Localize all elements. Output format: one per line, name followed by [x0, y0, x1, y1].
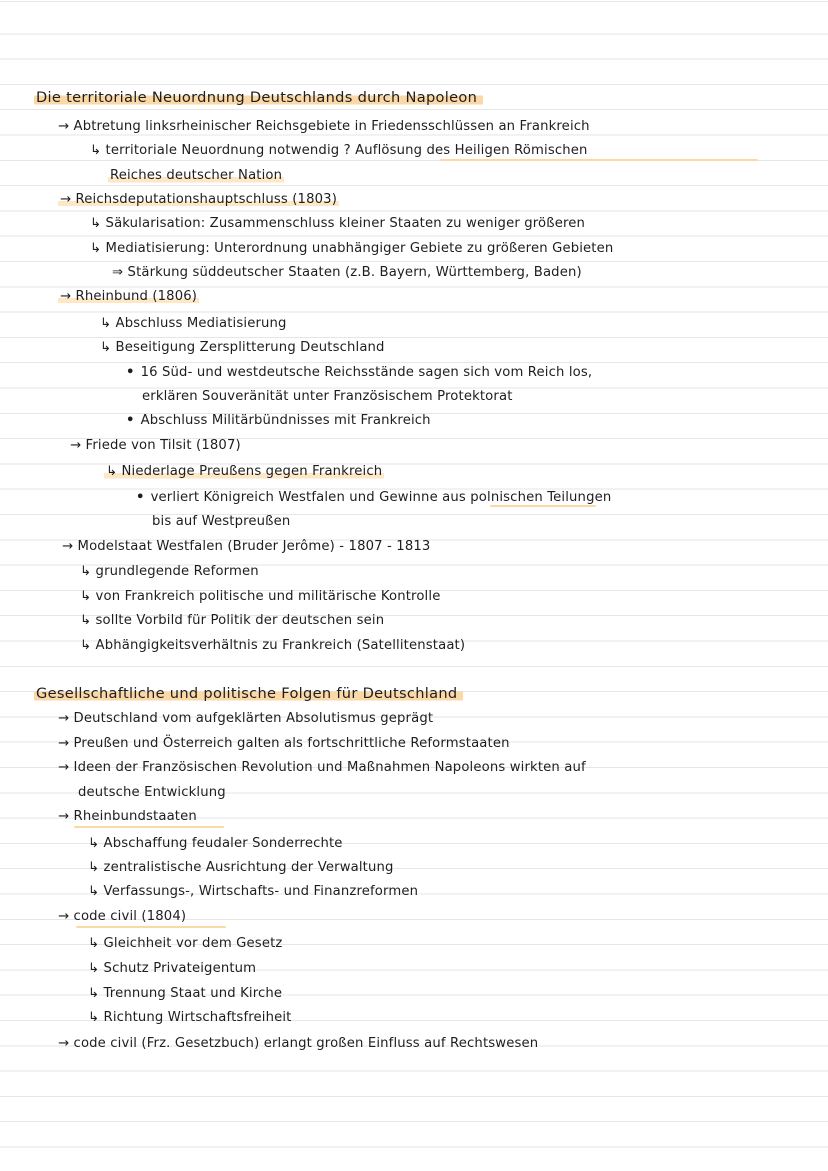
note-line: → Reichsdeputationshauptschluss (1803)	[60, 192, 337, 207]
note-line: ⇒ Stärkung süddeutscher Staaten (z.B. Bayern, Württemberg, Baden)	[112, 265, 582, 280]
note-line: ↳ Trennung Staat und Kirche	[88, 986, 283, 1001]
note-line: → Preußen und Österreich galten als fortschrittliche Reformstaaten	[58, 736, 510, 751]
note-line: → Rheinbund (1806)	[60, 289, 198, 304]
note-line: deutsche Entwicklung	[78, 785, 226, 800]
note-line: • verliert Königreich Westfalen und Gewinne aus polnischen Teilungen	[136, 490, 612, 505]
note-line: ↳ von Frankreich politische und militärische Kontrolle	[80, 589, 441, 604]
note-line: ↳ Niederlage Preußens gegen Frankreich	[106, 464, 383, 479]
note-line: ↳ Abschaffung feudaler Sonderrechte	[88, 836, 343, 851]
note-line: • Abschluss Militärbündnisses mit Frankreich	[126, 413, 431, 428]
note-line: ↳ Beseitigung Zersplitterung Deutschland	[100, 340, 385, 355]
note-line: ↳ Säkularisation: Zusammenschluss kleiner Staaten zu weniger größeren	[90, 216, 586, 231]
note-line: → Deutschland vom aufgeklärten Absolutismus geprägt	[58, 711, 434, 726]
note-line: ↳ grundlegende Reformen	[80, 564, 259, 579]
section2-title: Gesellschaftliche und politische Folgen für Deutschland	[34, 685, 463, 703]
note-line: ↳ sollte Vorbild für Politik der deutschen sein	[80, 613, 385, 628]
note-line: ↳ Abhängigkeitsverhältnis zu Frankreich (Satellitenstaat)	[80, 638, 466, 653]
note-line: → Modelstaat Westfalen (Bruder Jerôme) - 1807 - 1813	[62, 539, 431, 554]
note-line: ↳ Schutz Privateigentum	[88, 961, 257, 976]
highlight-underline	[490, 505, 596, 507]
note-line: ↳ territoriale Neuordnung notwendig ? Auflösung des Heiligen Römischen	[90, 143, 588, 158]
note-line: ↳ Verfassungs-, Wirtschafts- und Finanzreformen	[88, 884, 419, 899]
highlight-underline	[76, 926, 226, 928]
note-line: → Abtretung linksrheinischer Reichsgebiete in Friedensschlüssen an Frankreich	[58, 119, 590, 134]
note-line: → Ideen der Französischen Revolution und Maßnahmen Napoleons wirkten auf	[58, 760, 586, 775]
note-line: ↳ Gleichheit vor dem Gesetz	[88, 936, 283, 951]
note-line: • 16 Süd- und westdeutsche Reichsstände sagen sich vom Reich los,	[126, 365, 593, 380]
section1-title: Die territoriale Neuordnung Deutschlands durch Napoleon	[34, 89, 483, 107]
note-line: → Rheinbundstaaten	[58, 809, 197, 824]
bullet-icon: •	[136, 490, 145, 505]
note-line: ↳ Abschluss Mediatisierung	[100, 316, 287, 331]
note-line: → Friede von Tilsit (1807)	[70, 438, 241, 453]
note-line: → code civil (Frz. Gesetzbuch) erlangt großen Einfluss auf Rechtswesen	[58, 1036, 539, 1051]
bullet-icon: •	[126, 365, 135, 380]
highlight-underline	[440, 159, 758, 161]
bullet-icon: •	[126, 413, 135, 428]
note-line: ↳ Richtung Wirtschaftsfreiheit	[88, 1010, 292, 1025]
note-line: erklären Souveränität unter Französischem Protektorat	[142, 389, 513, 404]
note-line: → code civil (1804)	[58, 909, 187, 924]
note-line: Reiches deutscher Nation	[110, 168, 283, 183]
note-line: ↳ zentralistische Ausrichtung der Verwaltung	[88, 860, 394, 875]
note-line: bis auf Westpreußen	[152, 514, 291, 529]
highlight-underline	[74, 826, 224, 828]
note-line: ↳ Mediatisierung: Unterordnung unabhängiger Gebiete zu größeren Gebieten	[90, 241, 614, 256]
